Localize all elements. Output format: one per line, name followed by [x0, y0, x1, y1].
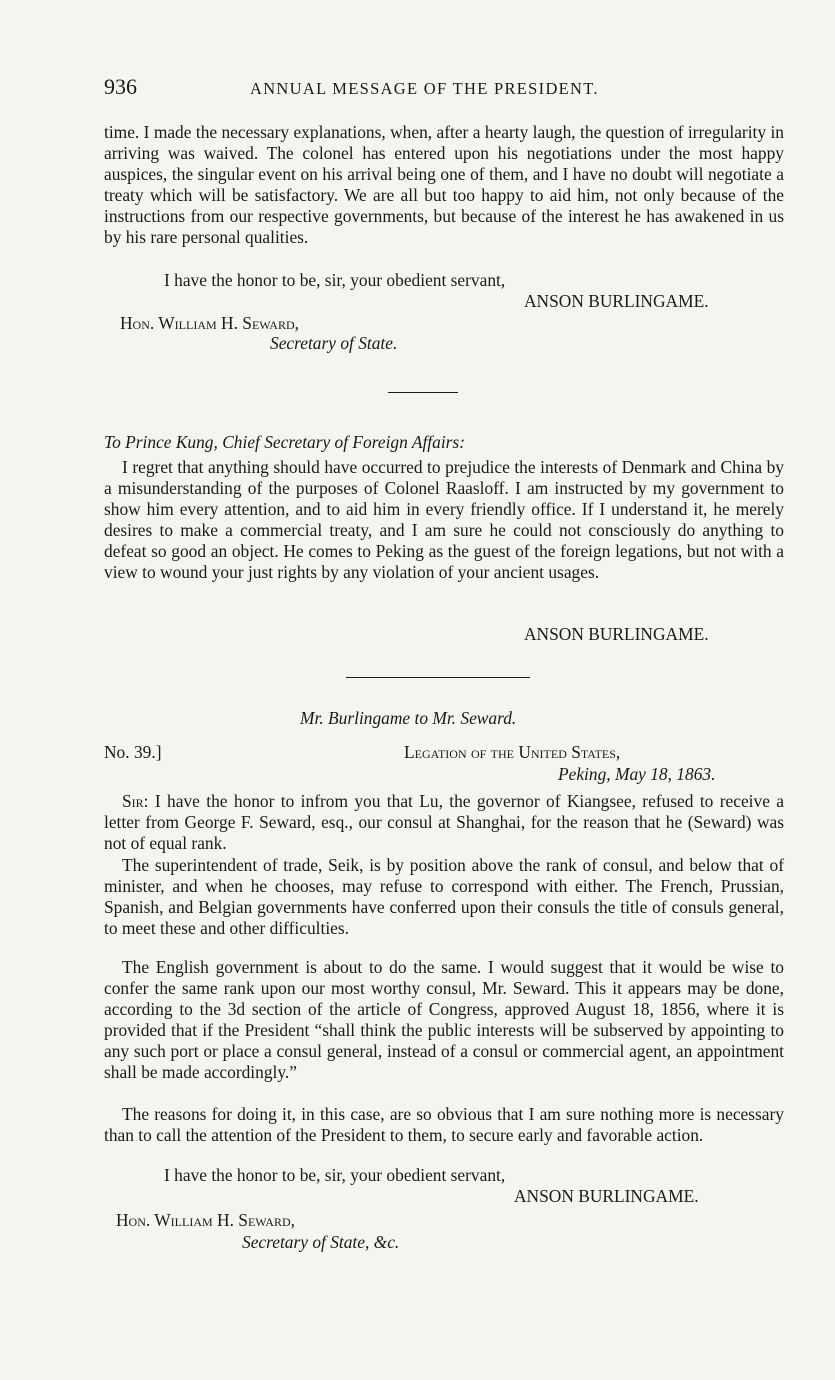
letter3-signature: ANSON BURLINGAME.	[514, 1186, 699, 1206]
salutation: Sir:	[122, 791, 149, 811]
page-number: 936	[104, 74, 137, 99]
letter2-body: I regret that anything should have occurred to prejudice the interests of Denmark and China by a misunderstanding of the purposes of Colonel Raasloff. I am instructed by my government to show him every attention, and to aid him in every friendly office. If I understand it, he merely desires to make a commercial treaty, and I am sure he could not consciously do anything to defeat so good an object. He comes to Peking as the guest of the foreign legations, but not with a view to wound your just rights by any violation of your ancient usages.	[104, 457, 784, 583]
page-header	[104, 74, 780, 104]
despatch-number: No. 39.]	[104, 742, 162, 762]
section-divider	[346, 677, 530, 678]
letter1-body: time. I made the necessary explanations, when, after a hearty laugh, the question of irregularity in arriving was waived. The colonel has entered upon his negotiations under the most happy auspices, the singular event on his arrival being one of them, and I have no doubt will negotiate a treaty which will be satisfactory. We are all but too happy to aid him, not only because of the instructions from our respective governments, but because of the interest he has awakened in us by his rare personal qualities.	[104, 122, 784, 248]
letter3-paragraph-2: The superintendent of trade, Seik, is by position above the rank of consul, and below that of minister, and when he chooses, may refuse to correspond with either. The French, Prussian, Spanish, and Belgian governments have conferred upon their consuls the title of consuls general, to meet these and other difficulties.	[104, 855, 784, 939]
letter3-closing: I have the honor to be, sir, your obedient servant,	[164, 1165, 506, 1185]
letter1-signature: ANSON BURLINGAME.	[524, 291, 709, 311]
place-date-line: Peking, May 18, 1863.	[558, 764, 716, 784]
letter2-addressee: To Prince Kung, Chief Secretary of Foreign Affairs:	[104, 432, 465, 452]
letter3-paragraph-3: The English government is about to do the same. I would suggest that it would be wise to confer the same rank upon our most worthy consul, Mr. Seward. This it appears may be done, according to the 3d section of the article of Congress, approved August 18, 1856, where it is provided that if the President “shall think the public interests will be subserved by appointing to any such port or place a consul general, instead of a consul or commercial agent, an appointment shall be made accordingly.”	[104, 957, 784, 1083]
legation-line: Legation of the United States,	[404, 742, 621, 762]
letter3-paragraph-4: The reasons for doing it, in this case, are so obvious that I am sure nothing more is necessary than to call the attention of the President to them, to secure early and favorable action.	[104, 1104, 784, 1146]
letter3-paragraph-1	[104, 791, 784, 854]
letter3-heading: Mr. Burlingame to Mr. Seward.	[300, 708, 517, 728]
letter3-addressee-name: Hon. William H. Seward,	[116, 1210, 295, 1230]
paragraph-1-text: I have the honor to infrom you that Lu, the governor of Kiangsee, refused to receive a letter from George F. Seward, esq., our consul at Shanghai, for the reason that he (Seward) was not of equal rank.	[104, 791, 784, 854]
section-divider	[388, 392, 458, 393]
letter3-addressee-title: Secretary of State, &c.	[242, 1232, 400, 1252]
letter1-addressee-name: Hon. William H. Seward,	[120, 313, 299, 333]
letter1-closing: I have the honor to be, sir, your obedient servant,	[164, 270, 506, 290]
letter1-addressee-title: Secretary of State.	[270, 333, 398, 353]
running-title: ANNUAL MESSAGE OF THE PRESIDENT.	[250, 79, 599, 98]
letter2-signature: ANSON BURLINGAME.	[524, 624, 709, 644]
